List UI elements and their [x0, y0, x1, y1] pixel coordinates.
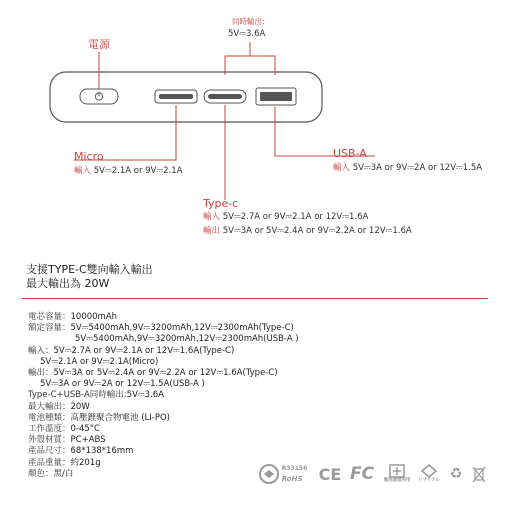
spec-value: 0-45°C [70, 424, 100, 434]
spec-row [28, 446, 133, 457]
spec-value: 68*138*16mm [70, 446, 134, 457]
micro-input-value: 5V⎓2.1A or 9V⎓2.1A [93, 166, 183, 176]
spec-row [40, 379, 205, 390]
spec-row [28, 469, 73, 480]
spec-row [28, 424, 100, 435]
bsmi-icon [258, 463, 280, 485]
spec-value: 5V⎓3.6A [126, 390, 164, 401]
battery-recycle-caption: 電池循環利用 [383, 478, 411, 483]
spec-value: PC+ABS [70, 435, 106, 446]
spec-label: 電池種類： [28, 412, 71, 423]
usba-input-label: 輸入 [333, 163, 351, 173]
spec-label: 工作溫度： [28, 424, 71, 434]
spec-label: 電芯容量： [28, 312, 71, 322]
jp-recycle-caption: リサイクル [418, 478, 440, 483]
spec-label: 額定容量： [28, 323, 71, 334]
spec-value: 5V⎓3A or 5V⎓2.4A or 9V⎓2.2A or 12V⎓1.6A(Type-C) [53, 368, 278, 378]
spec-label: 輸出： [28, 368, 54, 378]
spec-label: 顏色： [28, 468, 54, 479]
headline-divider [22, 298, 488, 299]
power-label: 電源 [88, 38, 110, 51]
weee-bin-icon [468, 462, 490, 486]
spec-value: 高壓鋰聚合物電池 (LI-PO) [70, 412, 170, 423]
typec-input-value: 5V⎓2.7A or 9V⎓2.1A or 12V⎓1.6A [222, 212, 369, 222]
micro-input [74, 166, 183, 177]
spec-value: 20W [70, 401, 90, 412]
spec-row [28, 402, 90, 413]
simultaneous-value: 5V⎓3.6A [228, 29, 266, 39]
rohs-label: RoHS [281, 475, 303, 483]
spec-label: 輸入： [28, 345, 54, 356]
spec-value: 5V⎓2.7A or 9V⎓2.1A or 12V⎓1.6A(Type-C) [53, 345, 235, 356]
spec-value: 10000mAh [70, 312, 118, 322]
fcc-mark: FC [349, 464, 375, 484]
spec-value: 5V⎓3A or 9V⎓2A or 12V⎓1.5A(USB-A ) [40, 379, 205, 390]
typec-output-label: 輸出 [203, 226, 221, 236]
spec-row [28, 368, 278, 379]
typec-output-value: 5V⎓3A or 5V⎓2.4A or 9V⎓2.2A or 12V⎓1.6A [222, 226, 412, 236]
battery-recycle-mark [382, 462, 412, 486]
spec-label: 最大輸出： [28, 401, 71, 412]
usba-title: USB-A [333, 147, 367, 160]
bsmi-code: R33156 [281, 465, 308, 472]
typec-input-label: 輸入 [203, 212, 221, 222]
spec-value: 5V⎓2.1A or 9V⎓2.1A(Micro) [40, 356, 159, 367]
bsmi-mark [255, 462, 310, 486]
spec-value: 約201g [70, 457, 101, 468]
typec-input [203, 212, 368, 223]
spec-label: 外殼材質： [28, 435, 71, 446]
spec-row [28, 435, 106, 446]
spec-label: Type-C+USB-A同時輸出: [28, 390, 127, 401]
spec-row [28, 413, 170, 424]
spec-value: 5V⎓5400mAh,9V⎓3200mAh,12V⎓2300mAh(Type-C) [70, 323, 294, 334]
spec-row [28, 458, 101, 469]
spec-value: 5V⎓5400mAh,9V⎓3200mAh,12V⎓2300mAh(USB-A ) [75, 334, 299, 345]
usba-input [333, 163, 482, 174]
spec-label: 產品尺寸： [28, 446, 71, 457]
battery-recycle-icon [389, 464, 405, 478]
headline-line1: 支援TYPE-C雙向輸入輸出 [26, 263, 153, 276]
typec-title: Type-c [203, 197, 239, 210]
ce-mark: CE [318, 464, 342, 484]
recycle-icon: ♻ [449, 466, 463, 482]
micro-title: Micro [74, 150, 104, 163]
spec-row [28, 346, 234, 357]
spec-row [75, 334, 299, 345]
spec-row [28, 312, 117, 323]
typec-output [203, 226, 412, 237]
spec-row [40, 357, 158, 368]
micro-input-label: 輸入 [74, 166, 92, 176]
usba-input-value: 5V⎓3A or 9V⎓2A or 12V⎓1.5A [352, 163, 483, 173]
headline-line2: 最大輸出為 20W [26, 277, 110, 290]
jp-recycle-icon [420, 464, 438, 478]
spec-row [28, 323, 294, 334]
simultaneous-title: 同時輸出: [232, 17, 265, 26]
spec-value: 黑/白 [53, 468, 74, 479]
jp-recycle-mark [414, 462, 444, 486]
spec-row [28, 390, 164, 401]
spec-label: 產品重量： [28, 457, 71, 468]
